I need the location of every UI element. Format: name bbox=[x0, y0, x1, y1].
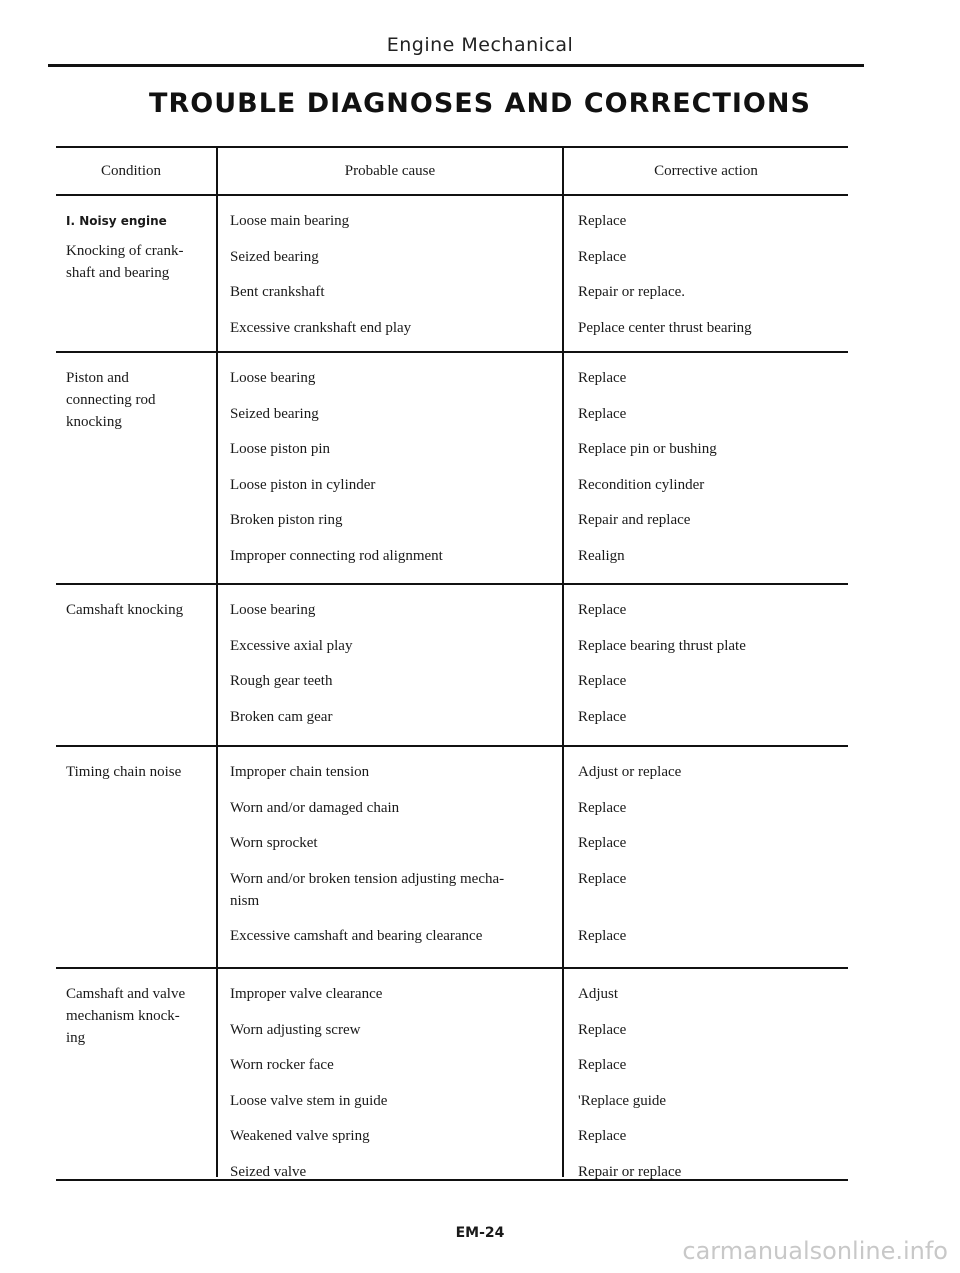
action-cell: Recondition cylinder bbox=[578, 476, 705, 493]
action-cell: Replace bbox=[578, 213, 627, 229]
condition-group bbox=[56, 585, 848, 747]
column-header-condition: Condition bbox=[100, 163, 161, 179]
action-cell: Realign bbox=[578, 547, 625, 564]
cause-cell: Broken cam gear bbox=[230, 708, 333, 725]
action-cell: Adjust or replace bbox=[578, 764, 682, 780]
condition-text: Camshaft and valve mechanism knock- ing bbox=[66, 986, 186, 1046]
action-cell: Replace bbox=[578, 928, 627, 944]
cause-cell: Loose valve stem in guide bbox=[230, 1092, 388, 1109]
action-cell: Repair or replace. bbox=[578, 284, 686, 300]
action-cell: Replace bbox=[578, 1021, 627, 1038]
column-divider-right bbox=[562, 146, 564, 1177]
action-cell: Replace bbox=[578, 673, 627, 689]
cause-cell: Seized valve bbox=[230, 1163, 307, 1180]
action-cell: Replace bbox=[578, 799, 627, 816]
action-cell: Replace bbox=[578, 835, 627, 851]
condition-text: Timing chain noise bbox=[66, 764, 182, 780]
cause-cell: Broken piston ring bbox=[230, 512, 343, 528]
condition-cell bbox=[66, 210, 206, 284]
condition-cell bbox=[66, 367, 206, 433]
condition-group bbox=[56, 747, 848, 969]
cause-cell: Excessive camshaft and bearing clearance bbox=[230, 928, 483, 944]
condition-text: Piston and connecting rod knocking bbox=[66, 370, 156, 430]
action-cell: Replace bbox=[578, 602, 627, 618]
cause-cell: Worn rocker face bbox=[230, 1057, 334, 1073]
cause-cell: Loose main bearing bbox=[230, 213, 350, 229]
page-title: TROUBLE DIAGNOSES AND CORRECTIONS bbox=[149, 88, 811, 119]
cause-cell: Improper valve clearance bbox=[230, 986, 383, 1002]
cause-cell: Worn and/or damaged chain bbox=[230, 799, 400, 816]
condition-text: Knocking of crank- shaft and bearing bbox=[66, 243, 184, 281]
cause-cell: Worn sprocket bbox=[230, 835, 318, 851]
table-body bbox=[56, 196, 848, 1181]
cause-cell: Loose bearing bbox=[230, 370, 316, 386]
page-number: EM-24 bbox=[455, 1225, 505, 1241]
condition-cell bbox=[66, 761, 206, 783]
column-header-cause: Probable cause bbox=[344, 163, 436, 179]
table-header bbox=[56, 146, 848, 196]
cause-cell: Seized bearing bbox=[230, 248, 319, 265]
condition-group bbox=[56, 353, 848, 585]
cause-cell: Worn and/or broken tension adjusting mecha- nism bbox=[230, 870, 505, 909]
cause-cell: Seized bearing bbox=[230, 405, 319, 422]
action-cell: Replace bbox=[578, 708, 627, 725]
condition-group bbox=[56, 969, 848, 1181]
action-cell: Peplace center thrust bearing bbox=[578, 319, 752, 336]
condition-heading: I. Noisy engine bbox=[66, 214, 167, 228]
action-cell: Replace bbox=[578, 370, 627, 386]
action-cell: Repair or replace bbox=[578, 1163, 682, 1180]
action-cell: Replace bbox=[578, 870, 627, 887]
condition-cell bbox=[66, 983, 206, 1049]
trouble-table bbox=[56, 146, 848, 1181]
cause-cell: Loose piston in cylinder bbox=[230, 476, 376, 493]
action-cell: Replace bearing thrust plate bbox=[578, 637, 746, 654]
cause-cell: Improper connecting rod alignment bbox=[230, 547, 443, 564]
cause-cell: Excessive crankshaft end play bbox=[230, 319, 412, 336]
cause-cell: Excessive axial play bbox=[230, 637, 353, 654]
condition-cell bbox=[66, 599, 206, 621]
action-cell: Replace bbox=[578, 1128, 627, 1144]
action-cell: 'Replace guide bbox=[578, 1092, 667, 1109]
watermark: carmanualsonline.info bbox=[682, 1237, 948, 1265]
cause-cell: Weakened valve spring bbox=[230, 1128, 370, 1144]
page-header: Engine Mechanical bbox=[386, 34, 574, 56]
condition-group bbox=[56, 196, 848, 353]
action-cell: Replace bbox=[578, 405, 627, 422]
cause-cell: Loose piston pin bbox=[230, 441, 330, 457]
condition-text: Camshaft knocking bbox=[66, 602, 184, 618]
column-header-action: Corrective action bbox=[654, 163, 758, 179]
action-cell: Replace pin or bushing bbox=[578, 441, 717, 457]
cause-cell: Improper chain tension bbox=[230, 764, 370, 780]
cause-cell: Rough gear teeth bbox=[230, 673, 333, 689]
action-cell: Replace bbox=[578, 248, 627, 265]
action-cell: Repair and replace bbox=[578, 512, 691, 528]
cause-cell: Bent crankshaft bbox=[230, 284, 325, 300]
cause-cell: Loose bearing bbox=[230, 602, 316, 618]
column-divider-left bbox=[216, 146, 218, 1177]
action-cell: Adjust bbox=[578, 986, 619, 1002]
header-rule bbox=[48, 64, 864, 67]
cause-cell: Worn adjusting screw bbox=[230, 1021, 361, 1038]
action-cell: Replace bbox=[578, 1057, 627, 1073]
